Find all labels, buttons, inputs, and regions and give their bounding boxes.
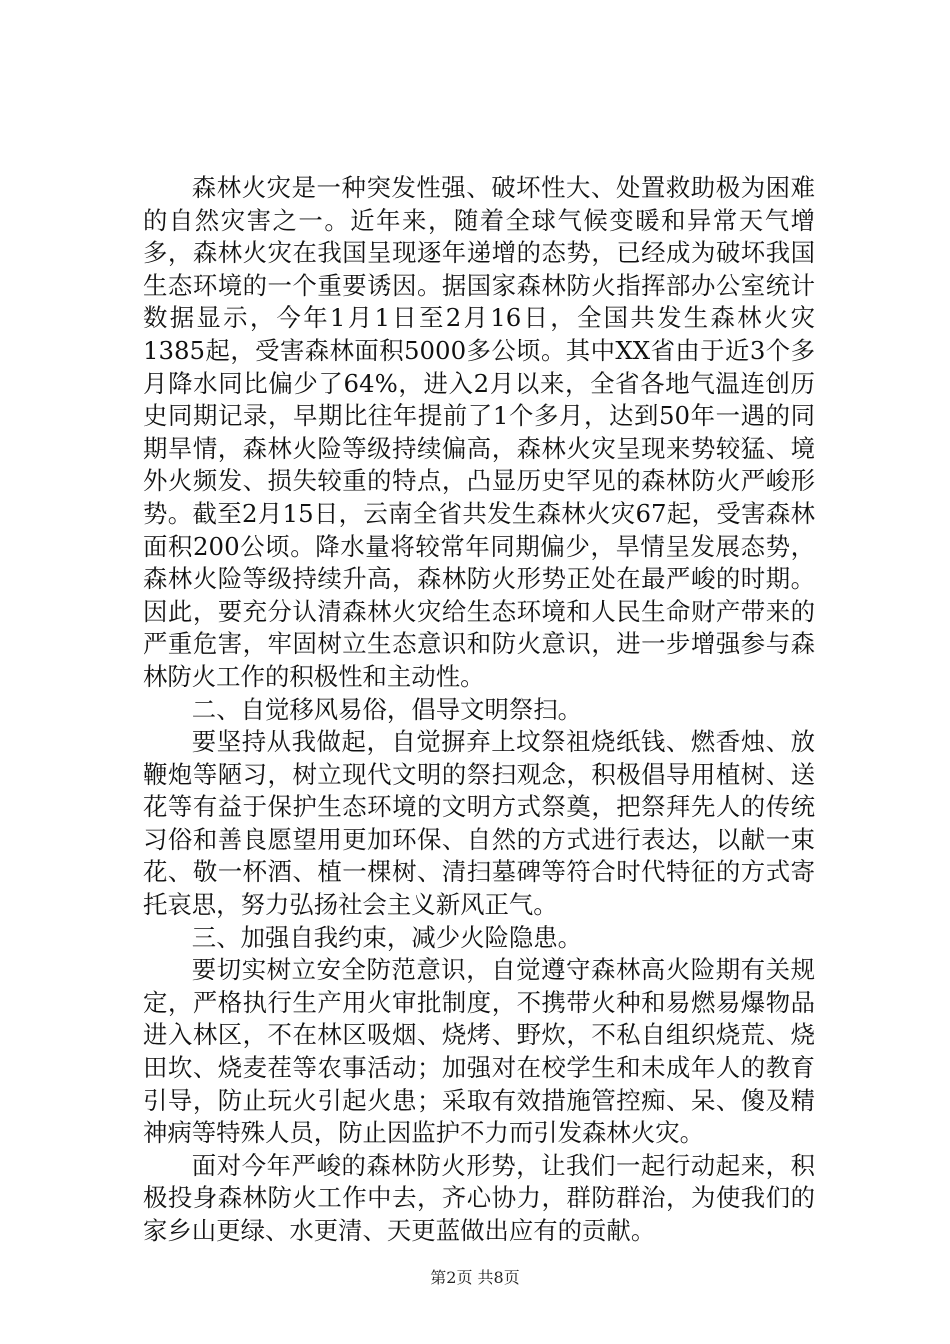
page-footer [0,1268,950,1288]
paragraph-section-3: 要切实树立安全防范意识，自觉遵守森林高火险期有关规定，严格执行生产用火审批制度，不携带火种和易燃易爆物品进入林区，不在林区吸烟、烧烤、野炊，不私自组织烧荒、烧田坎、烧麦茬等农事活动；加强对在校学生和未成年人的教育引导，防止玩火引起火患；采取有效措施管控痴、呆、傻及精神病等特殊人员，防止因监护不力而引发森林火灾。 [143,955,815,1148]
section-heading-2: 二、自觉移风易俗，倡导文明祭扫。 [191,694,583,724]
section-heading-3: 三、加强自我约束，减少火险隐患。 [191,922,583,952]
document-body [143,172,815,1248]
paragraph-intro: 森林火灾是一种突发性强、破坏性大、处置救助极为困难的自然灾害之一。近年来，随着全球气候变暖和异常天气增多，森林火灾在我国呈现逐年递增的态势，已经成为破坏我国生态环境的一个重要诱因。据国家森林防火指挥部办公室统计数据显示，今年1月1日至2月16日，全国共发生森林火灾1385起，受害森林面积5000多公顷。其中XX省由于近3个多月降水同比偏少了64%，进入2月以来，全省各地气温连创历史同期记录，早期比往年提前了1个多月，达到50年一遇的同期旱情，森林火险等级持续偏高，森林火灾呈现来势较猛、境外火频发、损失较重的特点，凸显历史罕见的森林防火严峻形势。截至2月15日，云南全省共发生森林火灾67起，受害森林面积200公顷。降水量将较常年同期偏少，旱情呈发展态势，森林火险等级持续升高，森林防火形势正处在最严峻的时期。因此，要充分认清森林火灾给生态环境和人民生命财产带来的严重危害，牢固树立生态意识和防火意识，进一步增强参与森林防火工作的积极性和主动性。 [143,173,815,691]
paragraph-section-2: 要坚持从我做起，自觉摒弃上坟祭祖烧纸钱、燃香烛、放鞭炮等陋习，树立现代文明的祭扫观念，积极倡导用植树、送花等有益于保护生态环境的文明方式祭奠，把祭拜先人的传统习俗和善良愿望用更加环保、自然的方式进行表达，以献一束花、敬一杯酒、植一棵树、清扫墓碑等符合时代特征的方式寄托哀思，努力弘扬社会主义新风正气。 [143,727,815,920]
page-number-label: 第2页 共8页 [430,1268,520,1287]
paragraph-closing: 面对今年严峻的森林防火形势，让我们一起行动起来，积极投身森林防火工作中去，齐心协力，群防群治，为使我们的家乡山更绿、水更清、天更蓝做出应有的贡献。 [143,1150,815,1245]
